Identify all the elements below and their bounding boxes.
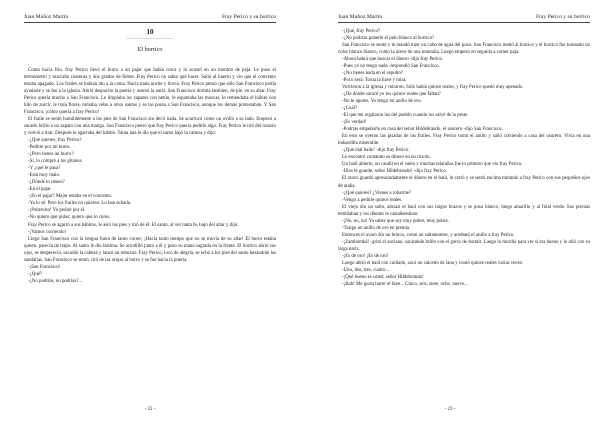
paragraph: -¡Vamos corriendo! <box>28 229 67 235</box>
paragraph: -Ahora habrá que buscar el dinero -dijo fray Perico. <box>342 56 444 62</box>
paragraph: -Sí, lo compré a los gitanos. <box>28 159 83 165</box>
right-page-body <box>338 28 590 289</box>
paragraph: -¡Es verdad! <box>342 120 367 126</box>
paragraph: -Pedirte por mi burro. <box>28 145 71 151</box>
paragraph: -No quiero que pidas; quiero que lo cures. <box>28 215 111 221</box>
header-author: Juan Muñoz Martín <box>24 14 69 20</box>
paragraph: -Vengo a pedirle quince reales. <box>342 197 403 203</box>
paragraph: Entonces el avaro dio un brinco, como un saltamontes, y arrebató el anillo a fray Perico. <box>342 232 515 238</box>
paragraph: -El que me regalaron los del pueblo cuando los salvé de la peste. <box>342 113 469 119</box>
paragraph: -¡Pobrecito! Yo pediré por él. <box>28 208 86 214</box>
paragraph: -¡Bah! Me gusta hacer el bien... Cinco, seis, siete, ocho, nueve... <box>342 282 468 288</box>
chapter-number: 10 <box>146 27 154 36</box>
paragraph: -No te apures. Yo tengo mi anillo de oro. <box>342 98 422 104</box>
page-number: - 23 - <box>444 407 456 412</box>
paragraph: -¿Qué? <box>28 271 43 277</box>
paragraph: -¡En el pajar? Mejor estaba en el convento. <box>28 194 113 200</box>
paragraph: -Pues yo no tengo nada -respondió San Francisco. <box>342 63 440 69</box>
paragraph: -Poco será. Toma la llave y mira. <box>342 77 407 83</box>
paragraph: El avaro guardó apresuradamente el dinero en el baúl, lo cerró y se sentó encima mirando a fray Perico con sus pequeños ojos de araña. <box>338 176 590 189</box>
paragraph: Como hacía frío, fray Perico llevó el burro a un pajar que había cerca y lo acostó en un montón de paja. Le puso el termómetro y marcaba cuarenta y dos grados de fiebre. Fray Perico no sabía qué hacer. Salió al huerto y vio que el convento estaba apagado. Los frailes se habían ido a la cama. Hacía mala noche y llovía. Fray Perico pensó que sólo San Francisco podía ayudarle y se fue a la iglesia. Abrió despacito la puerta y asomó la nariz. San Francisco dormía tambien, de pie, en su altar. Fray Perico quería mucho a San Francisco. Le limpiaba los zapatos con betún, le espantaba las moscas, le remendaba el hábito con hilo de zurcir, le traía flores, tomaba velas a otros santos y se las ponía a San Francisco, aunque los demás protestaban. Y San Francisco, ¡cómo quería a fray Perico! <box>24 67 276 115</box>
page-number: - 22 - <box>144 407 156 412</box>
paragraph: Un baúl abierto, un candil en el suelo y muchas telarañas fue lo primero que vio fray Perico. <box>342 162 523 168</box>
paragraph: -¿No podrías ponerle el pelo blanco al borrico? <box>342 35 435 41</box>
right-page-header <box>338 14 590 23</box>
paragraph: -¿Qué quieres, fray Perico? <box>28 137 82 143</box>
left-page-header <box>24 14 276 23</box>
left-page-body <box>24 67 276 285</box>
right-page <box>300 0 600 424</box>
paragraph: En esto se oyeron las pisadas de los frailes. Fray Perico tomó el anillo y salió corriendo a casa del usurero. Vivía en una buhardilla miserable. <box>338 134 590 147</box>
header-book-title: Fray Perico y su borrico <box>535 14 590 20</box>
header-author: Juan Muñoz Martín <box>338 14 383 20</box>
paragraph: -Y ¿qué le pasa? <box>28 166 61 172</box>
paragraph: Luego abrió el baúl con cuidado, sacó un calcetín de lana y contó quince reales varias veces: <box>342 261 524 267</box>
paragraph: -¿Dónde lo tienes? <box>28 180 65 186</box>
paragraph: -En el pajar. <box>28 187 52 193</box>
chapter-title: El borrico <box>137 45 163 53</box>
paragraph: -Está muy malo. <box>28 173 61 179</box>
paragraph: -¿Cuál? <box>342 106 358 112</box>
paragraph: El viejo dio un salto, abrazó el baúl con sus largos brazos y se puso blanco, luego amarillo y al final verde. Sus piernas temblaban y los dientes le castañeteaban: <box>338 204 590 217</box>
paragraph: Le encontró contando su dinero en un rincón. <box>342 155 431 161</box>
paragraph: -¡San Francisco! <box>28 264 61 270</box>
paragraph: -¿Qué mal baile! -dijo fray Perico. <box>342 148 410 154</box>
paragraph: -¡Es de oro! ¡Es de oro! <box>342 254 389 259</box>
paragraph: Volvieron a la iglesia y miraron. Sólo había quince reales, y fray Perico quedó muy apenado. <box>342 84 524 90</box>
paragraph: Llegó San Francisco con la lengua fuera de tanto correr; ¡Hacía tanto tiempo que no se movía de su altar! El burro estaba quieto, parecía de trapo. Al santo le dio lástima. Se arrodilló junto a él y puso su mano sagrada en la frente. El borrico abrió sus ojos, se despereció, sacudió la cabeza y lanzó un rebuzno. Fray Perico, loco de alegría, se echó a los pies del santo besándole las sandalias. San Francisco se sentó, tiró de las orejas al burro y se fue hacia la puerta. <box>24 236 276 263</box>
paragraph: -Ya lo sé. Pero los frailes no quieren. Lo han echado. <box>28 201 132 207</box>
paragraph: -¿Qué quieres? ¿Vienes a robarme? <box>342 190 412 196</box>
paragraph: -Dios le guarde, señor Hildebrando! -dijo fray Perico. <box>342 169 447 175</box>
paragraph: -Uno, dos, tres, cuatro... <box>342 268 390 274</box>
paragraph: -¿Qué, fray Perico? <box>342 28 381 34</box>
paragraph: -¡No, no, no! Ya sabes que soy muy pobre, muy pobre. <box>342 218 449 224</box>
paragraph: San Francisco se sentó y le mandó traer un cubo de agua del pozo. San Francisco metió al burrico y el burrico fue tomando un color blanco blanco, como la nieve de una montaña. Luego empezó en seguida a comer paja. <box>338 42 590 55</box>
header-book-title: Fray Perico y su borrico <box>221 14 276 20</box>
chapter-ornament: ~~~~~~~~~~~~~~~~ <box>126 35 174 41</box>
paragraph: -¡Qué bueno es usted, señor Hildebrando! <box>342 275 424 281</box>
paragraph: -Traigo un anillo de oro en prenda. <box>342 225 411 231</box>
paragraph: -¿De dónde sacaré yo los quince reales que faltan? <box>342 91 441 97</box>
paragraph: -Podrías empeñarlo en casa del señor Hildebrando, el usurero -dijo San Francisco. <box>342 127 503 133</box>
paragraph: Fray Perico se agarró a sus hábitos, le asió los pies y tiró de él. El santo, al ver tanta fe, bajó del altar y dijo: <box>28 222 239 228</box>
paragraph: El fraile se sentó humildemente a los pies de San Francisco sin decir nada. Se acurrucó como un ovillo a su lado. Empezó a sacarle brillo a un zapato con una manga. San Francisco pensó que fray Perico quería pedirle algo. Fray Perico le tiró del rosario y volvió a tirar. Después le agarraba del hábito. Tanta lata le dio que el santo bajó la cabeza y dijo: <box>24 116 276 136</box>
paragraph: -¿Pero tienes un burro? <box>28 152 74 158</box>
paragraph: -¿No podrías, no podrías?... <box>28 278 83 284</box>
paragraph: -¡Zambombá! -gritó el anciano, sacándole brillo con el gorro de dormir. Luego lo mordió para ver si era bueno y lo olió con su larga nariz. <box>338 239 590 252</box>
paragraph: -¿No tienes nada en el sepulto? <box>342 70 403 76</box>
